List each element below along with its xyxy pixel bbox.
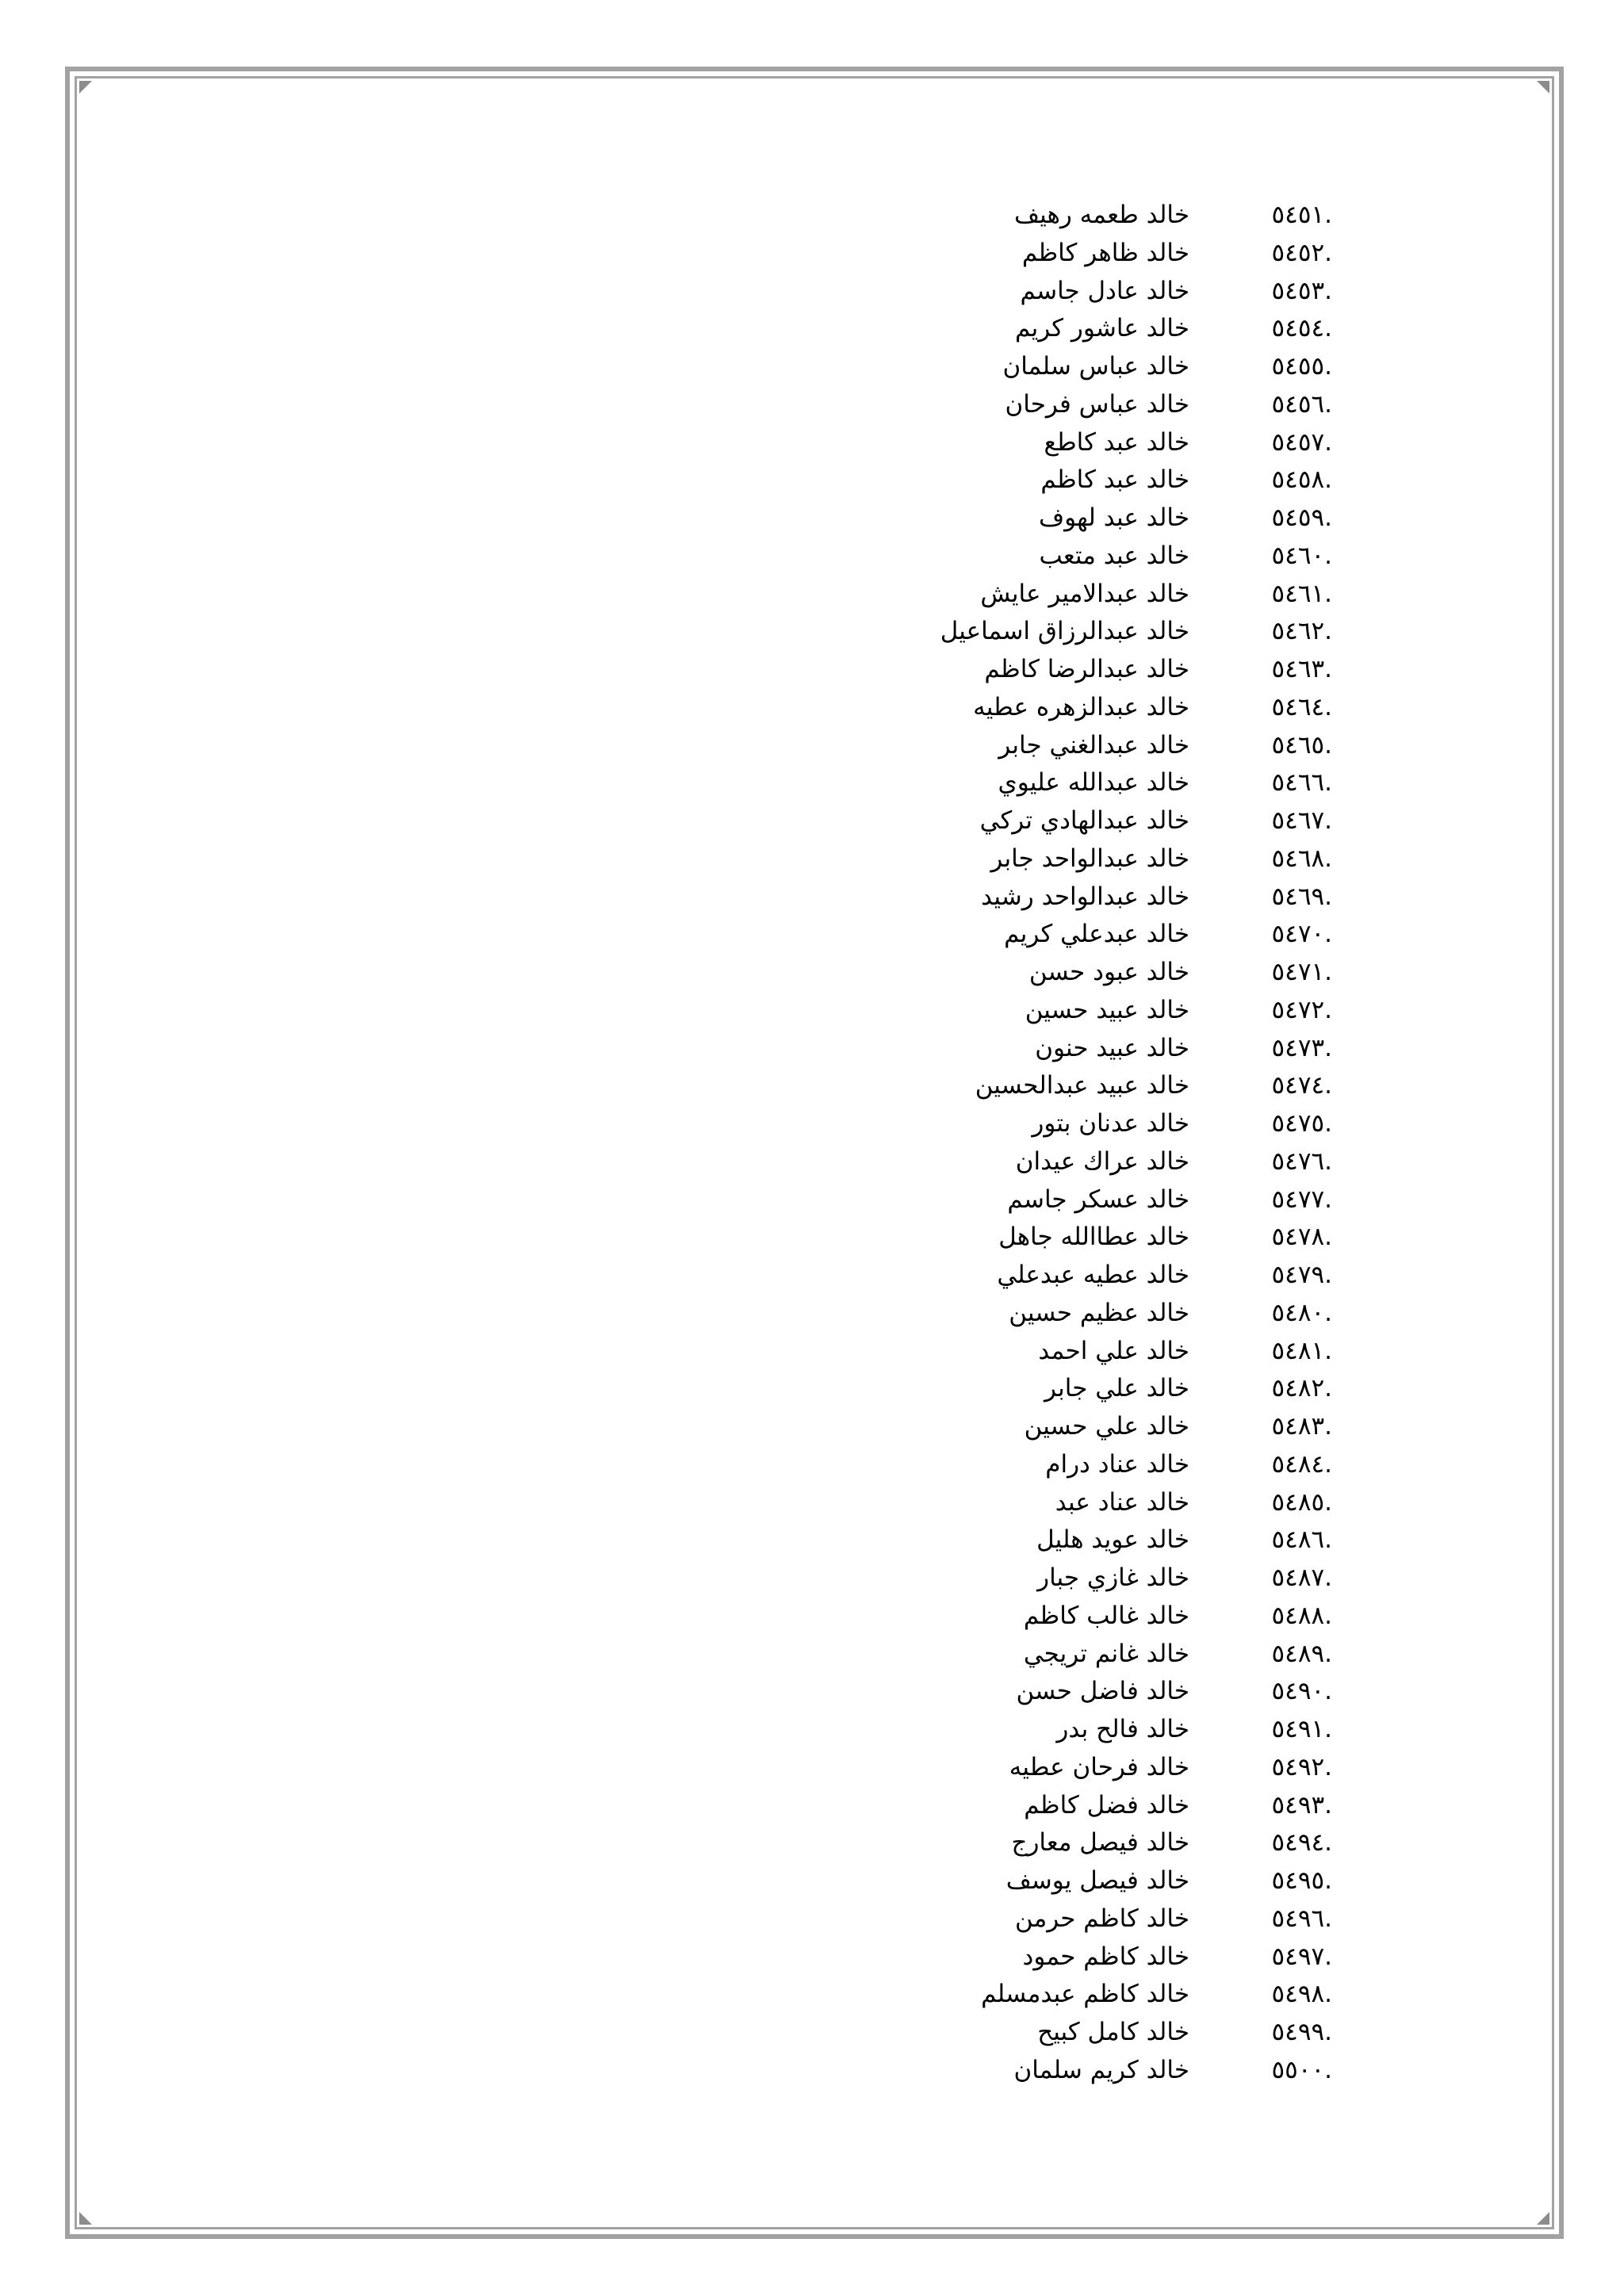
entry-number: .٥٤٧٣ — [1271, 1033, 1332, 1062]
entry-number: .٥٤٥٢ — [1271, 238, 1332, 267]
entry-number: .٥٤٦٣ — [1271, 655, 1332, 683]
entry-number: .٥٤٦٦ — [1271, 768, 1332, 798]
list-item — [872, 1295, 1348, 1333]
list-item — [872, 1143, 1348, 1181]
entry-name: خالد عبد متعب — [1039, 541, 1189, 570]
entry-name: خالد فيصل يوسف — [1005, 1866, 1189, 1895]
entry-number: .٥٤٨١ — [1271, 1336, 1332, 1365]
entry-number: .٥٤٨٦ — [1271, 1525, 1332, 1555]
entry-number: .٥٤٧٦ — [1271, 1146, 1332, 1176]
entry-number: .٥٤٨٠ — [1271, 1298, 1332, 1327]
list-item — [872, 348, 1348, 386]
entry-name: خالد عراك عيدان — [1015, 1146, 1189, 1176]
list-item — [872, 197, 1348, 235]
entry-name: خالد كاظم حرمن — [1014, 1904, 1189, 1933]
entry-name: خالد عبدالرزاق اسماعيل — [940, 617, 1189, 646]
list-item — [872, 1370, 1348, 1408]
list-item — [872, 1408, 1348, 1446]
entry-name: خالد كاظم عبدمسلم — [981, 1980, 1189, 2009]
list-item — [872, 1787, 1348, 1825]
list-item — [872, 1749, 1348, 1787]
entry-number: .٥٤٦٨ — [1271, 844, 1332, 873]
entry-number: .٥٤٧٧ — [1271, 1184, 1332, 1214]
entry-name: خالد عدنان بتور — [1032, 1109, 1189, 1138]
entry-name: خالد عناد درام — [1045, 1449, 1189, 1479]
list-item — [872, 954, 1348, 992]
entry-number: .٥٤٩٨ — [1271, 1980, 1332, 2009]
entry-number: .٥٤٧٢ — [1271, 995, 1332, 1024]
list-item — [872, 2014, 1348, 2052]
entry-name: خالد عطاالله جاهل — [998, 1223, 1189, 1252]
list-item — [872, 764, 1348, 802]
entry-number: .٥٤٧٨ — [1271, 1223, 1332, 1252]
list-item — [872, 1824, 1348, 1862]
entry-name: خالد عبد كاظم — [1040, 465, 1189, 495]
list-item — [872, 613, 1348, 651]
entry-name: خالد غانم تريجي — [1023, 1639, 1189, 1668]
list-item — [872, 1938, 1348, 1976]
entry-name: خالد فضل كاظم — [1024, 1790, 1189, 1820]
list-item — [872, 802, 1348, 840]
entry-number: .٥٤٨٧ — [1271, 1563, 1332, 1592]
corner-ornament-top-left — [79, 81, 92, 94]
list-item — [872, 1105, 1348, 1143]
entry-name: خالد عبيد حسين — [1025, 995, 1189, 1024]
list-item — [872, 878, 1348, 916]
entry-number: .٥٤٥٣ — [1271, 276, 1332, 305]
list-item — [872, 1673, 1348, 1711]
entry-number: .٥٤٩١ — [1271, 1715, 1332, 1743]
entry-name: خالد عبد كاطع — [1044, 427, 1189, 457]
list-item — [872, 1900, 1348, 1938]
entry-name: خالد عبيد حنون — [1035, 1033, 1189, 1062]
entry-name: خالد طعمه رهيف — [1014, 201, 1189, 229]
entry-number: .٥٤٧٩ — [1271, 1261, 1332, 1289]
entry-number: .٥٤٨٨ — [1271, 1601, 1332, 1630]
list-item — [872, 1636, 1348, 1674]
entry-name: خالد عبدالزهره عطيه — [973, 692, 1189, 721]
entry-name: خالد عبود حسن — [1028, 958, 1189, 986]
entry-name: خالد عبد لهوف — [1038, 503, 1189, 532]
list-item — [872, 273, 1348, 311]
entry-number: .٥٤٨٢ — [1271, 1374, 1332, 1403]
entry-name: خالد كريم سلمان — [1013, 2055, 1189, 2084]
entry-number: .٥٤٦٤ — [1271, 692, 1332, 721]
entry-number: .٥٤٦٠ — [1271, 541, 1332, 570]
names-list — [872, 197, 1348, 2090]
corner-ornament-bottom-left — [79, 2212, 92, 2225]
entry-number: .٥٤٥٥ — [1271, 352, 1332, 381]
entry-name: خالد عبدعلي كريم — [1004, 920, 1189, 949]
list-item — [872, 992, 1348, 1030]
list-item — [872, 2052, 1348, 2090]
list-item — [872, 651, 1348, 689]
list-item — [872, 689, 1348, 727]
entry-name: خالد عبدالامير عايش — [980, 579, 1189, 608]
entry-number: .٥٤٨٣ — [1271, 1412, 1332, 1441]
entry-name: خالد عاشور كريم — [1014, 314, 1189, 343]
entry-number: .٥٤٥٤ — [1271, 314, 1332, 343]
entry-number: .٥٥٠٠ — [1271, 2055, 1332, 2084]
entry-number: .٥٤٩٢ — [1271, 1752, 1332, 1781]
entry-number: .٥٤٧٥ — [1271, 1109, 1332, 1138]
entry-name: خالد عبدالواحد رشيد — [981, 882, 1189, 911]
entry-number: .٥٤٦٢ — [1271, 617, 1332, 646]
entry-number: .٥٤٩٧ — [1271, 1942, 1332, 1971]
list-item — [872, 1521, 1348, 1559]
list-item — [872, 1219, 1348, 1257]
entry-number: .٥٤٧٠ — [1271, 920, 1332, 949]
list-item — [872, 1598, 1348, 1636]
list-item — [872, 1067, 1348, 1105]
entry-number: .٥٤٦٥ — [1271, 730, 1332, 760]
entry-name: خالد عظيم حسين — [1009, 1298, 1189, 1327]
list-item — [872, 1976, 1348, 2014]
entry-name: خالد فاضل حسن — [1016, 1677, 1189, 1706]
entry-number: .٥٤٥٨ — [1271, 465, 1332, 495]
entry-number: .٥٤٧١ — [1271, 958, 1332, 986]
entry-name: خالد عبدالرضا كاظم — [984, 655, 1189, 683]
list-item — [872, 461, 1348, 499]
entry-name: خالد عباس فرحان — [1005, 389, 1189, 419]
entry-name: خالد عباس سلمان — [1002, 352, 1189, 381]
entry-name: خالد عويد هليل — [1036, 1525, 1189, 1555]
list-item — [872, 916, 1348, 954]
entry-number: .٥٤٩٦ — [1271, 1904, 1332, 1933]
list-item — [872, 1559, 1348, 1598]
entry-number: .٥٤٥٦ — [1271, 389, 1332, 419]
entry-name: خالد عسكر جاسم — [1007, 1184, 1189, 1214]
list-item — [872, 840, 1348, 878]
list-item — [872, 235, 1348, 273]
list-item — [872, 1181, 1348, 1219]
entry-number: .٥٤٩٤ — [1271, 1828, 1332, 1858]
entry-name: خالد عبدالهادي تركي — [979, 806, 1189, 835]
entry-name: خالد عبدالواحد جابر — [990, 844, 1189, 873]
list-item — [872, 386, 1348, 424]
list-item — [872, 1711, 1348, 1749]
entry-number: .٥٤٦٩ — [1271, 882, 1332, 911]
entry-number: .٥٤٩٥ — [1271, 1866, 1332, 1895]
entry-name: خالد عناد عبد — [1055, 1487, 1189, 1517]
entry-name: خالد عبدالغني جابر — [998, 730, 1189, 760]
list-item — [872, 538, 1348, 576]
corner-ornament-bottom-right — [1537, 2212, 1549, 2225]
entry-name: خالد عادل جاسم — [1020, 276, 1189, 305]
entry-name: خالد ظاهر كاظم — [1021, 238, 1189, 267]
entry-name: خالد فالح بدر — [1056, 1715, 1189, 1743]
entry-number: .٥٤٥٧ — [1271, 427, 1332, 457]
list-item — [872, 1030, 1348, 1068]
entry-name: خالد عبدالله عليوي — [998, 768, 1189, 798]
entry-name: خالد عطيه عبدعلي — [997, 1261, 1189, 1289]
list-item — [872, 1862, 1348, 1900]
entry-number: .٥٤٨٩ — [1271, 1639, 1332, 1668]
entry-name: خالد فيصل معارج — [1011, 1828, 1189, 1858]
entry-name: خالد علي جابر — [1044, 1374, 1189, 1403]
entry-number: .٥٤٩٣ — [1271, 1790, 1332, 1820]
entry-number: .٥٤٨٥ — [1271, 1487, 1332, 1517]
list-item — [872, 424, 1348, 462]
list-item — [872, 310, 1348, 348]
entry-name: خالد علي حسين — [1024, 1412, 1189, 1441]
list-item — [872, 499, 1348, 538]
entry-number: .٥٤٦١ — [1271, 579, 1332, 608]
list-item — [872, 1257, 1348, 1295]
entry-number: .٥٤٩٠ — [1271, 1677, 1332, 1706]
entry-name: خالد كاظم حمود — [1022, 1942, 1189, 1971]
list-item — [872, 1484, 1348, 1522]
entry-number: .٥٤٥٩ — [1271, 503, 1332, 532]
entry-name: خالد كامل كبيح — [1037, 2018, 1189, 2046]
entry-name: خالد غازي جبار — [1037, 1563, 1189, 1592]
entry-number: .٥٤٧٤ — [1271, 1071, 1332, 1100]
entry-name: خالد عبيد عبدالحسين — [975, 1071, 1189, 1100]
list-item — [872, 1446, 1348, 1484]
corner-ornament-top-right — [1537, 81, 1549, 94]
entry-name: خالد غالب كاظم — [1023, 1601, 1189, 1630]
entry-number: .٥٤٩٩ — [1271, 2018, 1332, 2046]
entry-name: خالد علي احمد — [1038, 1336, 1189, 1365]
list-item — [872, 1333, 1348, 1371]
entry-number: .٥٤٨٤ — [1271, 1449, 1332, 1479]
list-item — [872, 727, 1348, 765]
entry-name: خالد فرحان عطيه — [1009, 1752, 1189, 1781]
list-item — [872, 576, 1348, 614]
entry-number: .٥٤٥١ — [1271, 201, 1332, 229]
entry-number: .٥٤٦٧ — [1271, 806, 1332, 835]
